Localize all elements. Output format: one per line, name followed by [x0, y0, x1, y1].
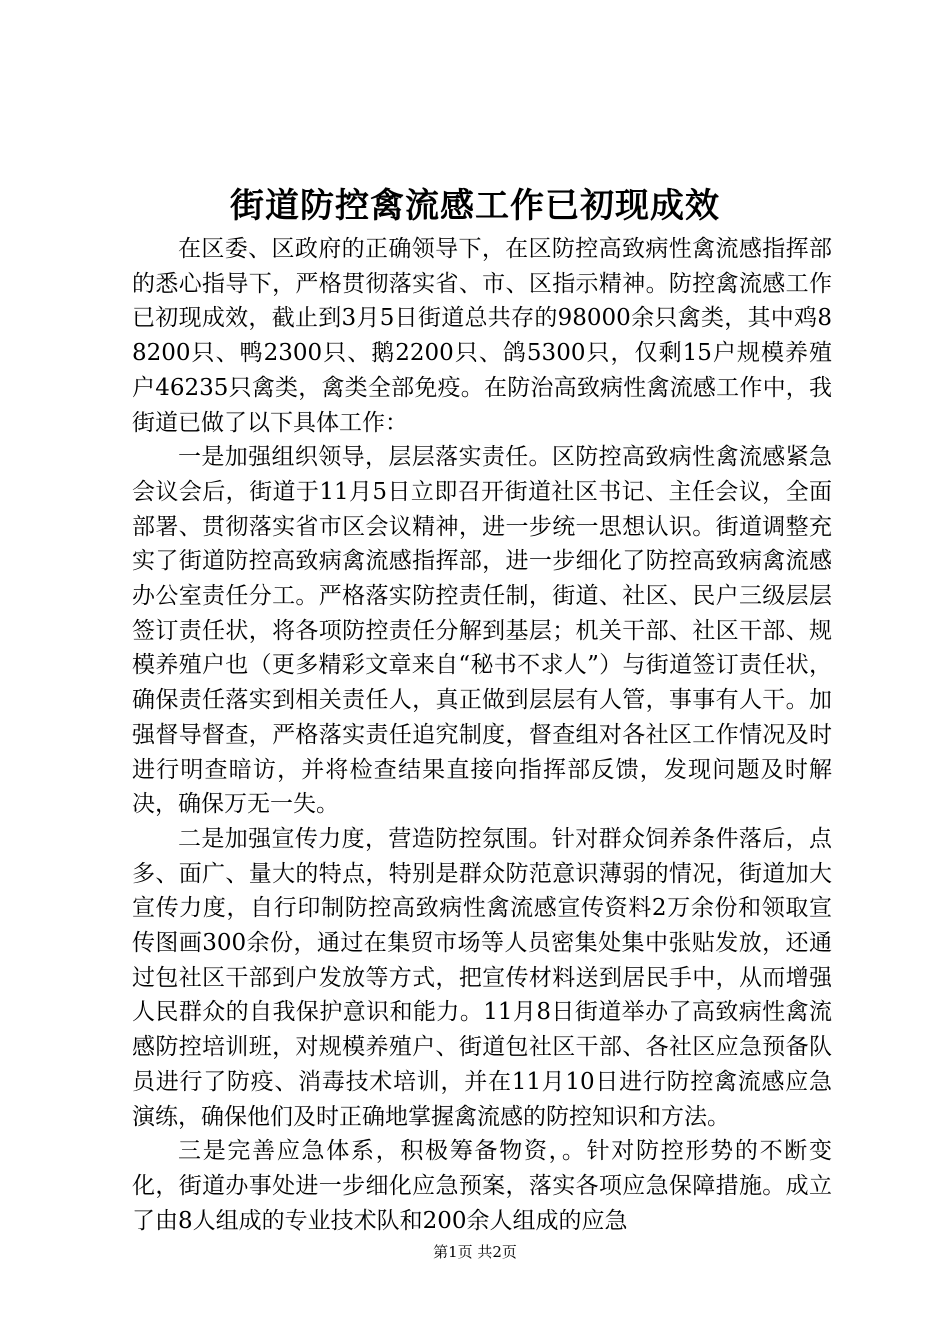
paragraph-emergency: 三是完善应急体系，积极筹备物资，。针对防控形势的不断变化，街道办事处进一步细化应急预案，落实各项应急保障措施。成立了由8人组成的专业技术队和200余人组成的应急: [132, 1138, 832, 1234]
paragraph-publicity: 二是加强宣传力度，营造防控氛围。针对群众饲养条件落后，点多、面广、量大的特点，特别是群众防范意识薄弱的情况，街道加大宣传力度，自行印制防控高致病性禽流感宣传资料2万余份和领取宣传图画300余份，通过在集贸市场等人员密集处集中张贴发放，还通过包社区干部到户发放等方式，把宣传材料送到居民手中，从而增强人民群众的自我保护意识和能力。11月8日街道举办了高致病性禽流感防控培训班，对规模养殖户、街道包社区干部、各社区应急预备队员进行了防疫、消毒技术培训，并在11月10日进行防控禽流感应急演练，确保他们及时正确地掌握禽流感的防控知识和方法。: [132, 825, 832, 1130]
page-number-footer: 第1页 共2页: [433, 1243, 517, 1261]
paragraph-intro: 在区委、区政府的正确领导下，在区防控高致病性禽流感指挥部的悉心指导下，严格贯彻落实省、市、区指示精神。防控禽流感工作已初现成效，截止到3月5日街道总共存的98000余只禽类，其中鸡88200只、鸭2300只、鹅2200只、鸽5300只，仅剩15户规模养殖户46235只禽类，禽类全部免疫。在防治高致病性禽流感工作中，我街道已做了以下具体工作：: [132, 236, 832, 436]
paragraph-organization: 一是加强组织领导，层层落实责任。区防控高致病性禽流感紧急会议会后，街道于11月5日立即召开街道社区书记、主任会议，全面部署、贯彻落实省市区会议精神，进一步统一思想认识。街道调整充实了街道防控高致病禽流感指挥部，进一步细化了防控高致病禽流感办公室责任分工。严格落实防控责任制，街道、社区、民户三级层层签订责任状，将各项防控责任分解到基层；机关干部、社区干部、规模养殖户也（更多精彩文章来自“秘书不求人”）与街道签订责任状，确保责任落实到相关责任人，真正做到层层有人管，事事有人干。加强督导督查，严格落实责任追究制度，督查组对各社区工作情况及时进行明查暗访，并将检查结果直接向指挥部反馈，发现问题及时解决，确保万无一失。: [132, 444, 832, 818]
document-body: [132, 232, 832, 1238]
document-title: 街道防控禽流感工作已初现成效: [230, 186, 720, 226]
